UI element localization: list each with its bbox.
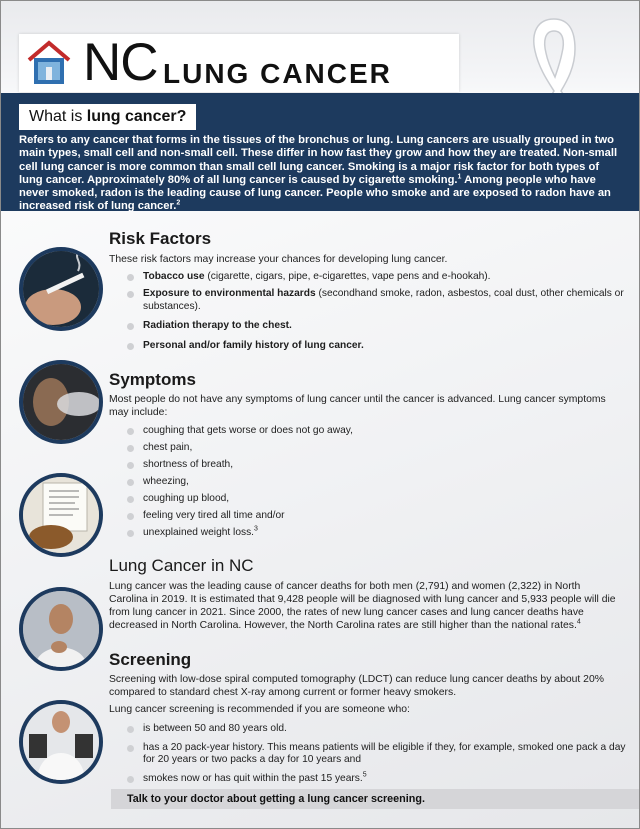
list-item: smokes now or has quit within the past 15 years.$^5$ (127, 773, 627, 786)
what-is-heading (19, 104, 196, 130)
list-item: coughing that gets worse or does not go away, (127, 425, 627, 438)
cigarette-hand-photo (19, 247, 103, 331)
intro-text (19, 134, 625, 214)
nc-title: Lung Cancer in NC (109, 556, 254, 575)
screening-ref: 5 (362, 771, 367, 779)
nc-body: Lung cancer was the leading cause of cancer deaths for both men (2,791) and women (2,322) in North Carolina in 2019. It is estimated that 9,428 people will be diagnosed with lung cancer and 5,933 people will die from lung cancer in 2021. Since 2000, the rates of new lung cancer cases and lung cancer deaths have decreased in North Carolina. However, the North Carolina rates are still higher than the national rates.$^4$ (109, 581, 616, 631)
title-lung-cancer: LUNG CANCER (163, 58, 392, 89)
nc-ref: 4 (576, 618, 581, 626)
symptoms-ref: 3 (254, 525, 258, 533)
list-item: Radiation therapy to the chest. (127, 320, 627, 333)
intro-ref-2: 2 (176, 199, 181, 207)
symptoms-intro: Most people do not have any symptoms of lung cancer until the cancer is advanced. Lung cancer symptoms may include: (109, 394, 606, 418)
cigarette-ingredients-photo (19, 473, 103, 557)
list-item: unexplained weight loss.$^3$ (127, 527, 627, 540)
intro-body: Refers to any cancer that forms in the tissues of the bronchus or lung. Lung cancers are usually grouped in two main types, small cell and non-small cell. These differ in how fast they grow and how they are treated. Non-small cell lung cancer is more common than small cell lung cancer. Smoking is a major risk factor for both types of lung cancer. Approximately 80% of all lung cancer is caused by cigarette smoking. (19, 134, 618, 186)
title-box (19, 34, 459, 92)
intro-ref-1: 1 (457, 173, 462, 181)
list-item: shortness of breath, (127, 459, 627, 472)
symptoms-title: Symptoms (109, 370, 196, 389)
list-item: has a 20 pack-year history. This means patients will be eligible if they, for example, smoked one pack a day for 20 years or two packs a day for 10 years and (127, 742, 627, 767)
risk-factors-intro: These risk factors may increase your chances for developing lung cancer. (109, 254, 448, 265)
list-item: Tobacco use (cigarette, cigars, pipe, e-cigarettes, vape pens and e-hookah). (127, 271, 627, 284)
screening-recommend: Lung cancer screening is recommended if you are someone who: (109, 704, 410, 715)
title-nc: NC (83, 33, 158, 92)
list-item: chest pain, (127, 442, 627, 455)
what-is-bold: lung cancer? (86, 108, 187, 125)
list-item: Exposure to environmental hazards (secondhand smoke, radon, asbestos, coal dust, other chemicals or substances). (127, 288, 627, 313)
intro-body-2: Among people who have never smoked, radon is the leading cause of lung cancer. People who smoke and are exposed to radon have an increased risk of lung cancer. (19, 173, 611, 213)
screening-callout: Talk to your doctor about getting a lung cancer screening. (111, 789, 639, 809)
screening-title: Screening (109, 650, 192, 669)
symptoms-list (127, 425, 627, 544)
risk-factors-list (127, 271, 627, 357)
doctor-xray-photo (19, 700, 103, 784)
list-item: coughing up blood, (127, 493, 627, 506)
man-coughing-photo (19, 587, 103, 671)
list-item: wheezing, (127, 476, 627, 489)
list-item: Personal and/or family history of lung cancer. (127, 340, 627, 353)
nc-public-health-logo-icon (25, 40, 73, 86)
man-exhaling-smoke-photo (19, 360, 103, 444)
screening-intro: Screening with low-dose spiral computed tomography (LDCT) can reduce lung cancer deaths by about 20% compared to standard chest X-ray among current or former heavy smokers. (109, 674, 604, 698)
what-is-prefix: What is (29, 108, 83, 125)
screening-list (127, 723, 627, 790)
risk-factors-title: Risk Factors (109, 229, 212, 248)
list-item: feeling very tired all time and/or (127, 510, 627, 523)
list-item: is between 50 and 80 years old. (127, 723, 627, 736)
